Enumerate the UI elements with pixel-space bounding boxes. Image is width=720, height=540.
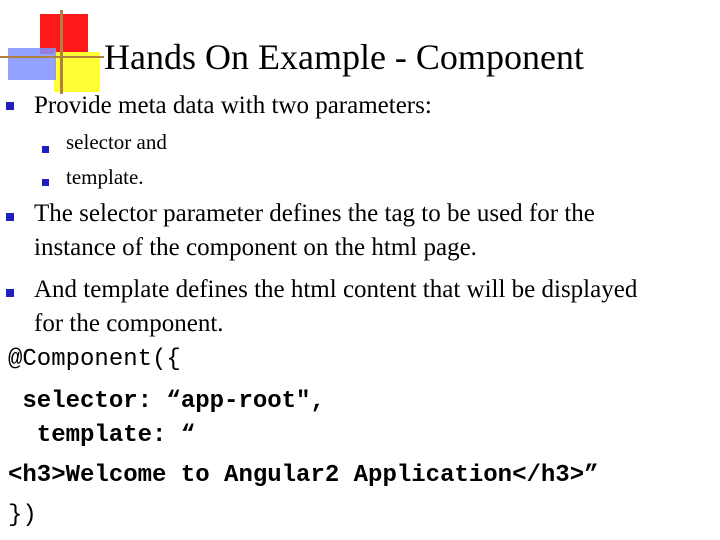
bullet-text-continued: instance of the component on the html page. [34, 234, 477, 261]
sub-bullet-text: template. [66, 165, 144, 189]
code-line: @Component({ [8, 346, 181, 373]
logo-vertical-line [60, 10, 63, 94]
bullet-text: The selector parameter defines the tag to be used for the [34, 200, 595, 227]
sub-bullet-marker [42, 179, 49, 186]
sub-bullet-marker [42, 146, 49, 153]
sub-bullet-text: selector and [66, 130, 167, 154]
bullet-text: And template defines the html content that will be displayed [34, 276, 638, 303]
decorative-logo [0, 0, 110, 100]
bullet-text-continued: for the component. [34, 310, 224, 337]
bullet-text: Provide meta data with two parameters: [34, 92, 432, 119]
code-line: template: “ [8, 422, 196, 449]
logo-horizontal-line [0, 56, 104, 58]
code-line: <h3>Welcome to Angular2 Application</h3>” [8, 462, 599, 489]
code-line: selector: “app-root", [8, 388, 325, 415]
slide-title: Hands On Example - Component [104, 37, 584, 77]
logo-blue-square [8, 48, 56, 80]
bullet-marker [6, 213, 14, 221]
code-line: }) [8, 502, 37, 529]
bullet-marker [6, 102, 14, 110]
bullet-marker [6, 289, 14, 297]
